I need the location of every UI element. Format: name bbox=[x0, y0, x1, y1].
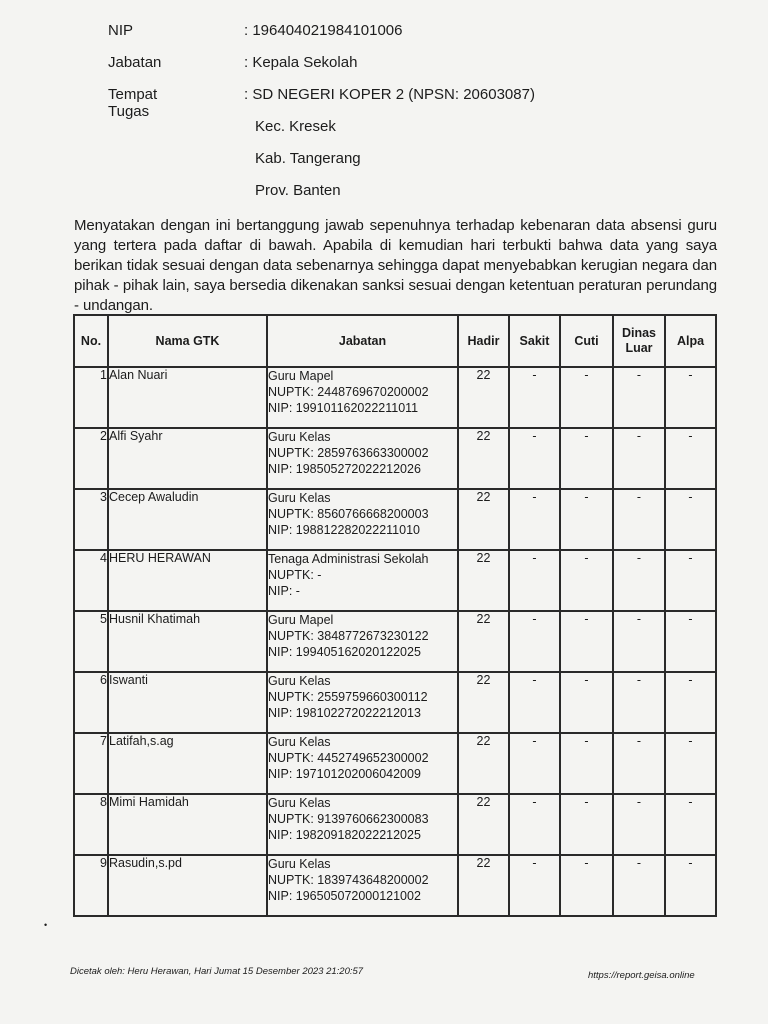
row-number: 7 bbox=[74, 733, 108, 794]
cuti-cell: - bbox=[560, 550, 613, 611]
jabatan-title: Tenaga Administrasi Sekolah bbox=[268, 552, 429, 566]
nuptk-value: NUPTK: 9139760662300083 bbox=[268, 812, 429, 826]
sakit-cell: - bbox=[509, 367, 560, 428]
jabatan-title: Guru Kelas bbox=[268, 491, 331, 505]
printed-by-footer: Dicetak oleh: Heru Herawan, Hari Jumat 15 Desember 2023 21:20:57 bbox=[70, 966, 364, 977]
table-header-row bbox=[74, 315, 716, 367]
header-no: No. bbox=[74, 315, 108, 367]
nuptk-value: NUPTK: 4452749652300002 bbox=[268, 751, 429, 765]
sakit-cell: - bbox=[509, 428, 560, 489]
jabatan-value: : Kepala Sekolah bbox=[244, 54, 358, 71]
nip-value: : 196404021984101006 bbox=[244, 22, 403, 39]
cuti-cell: - bbox=[560, 489, 613, 550]
nuptk-value: NUPTK: 8560766668200003 bbox=[268, 507, 429, 521]
cuti-cell: - bbox=[560, 733, 613, 794]
provinsi: Prov. Banten bbox=[255, 182, 341, 199]
jabatan-title: Guru Kelas bbox=[268, 735, 331, 749]
header-sakit: Sakit bbox=[509, 315, 560, 367]
row-number: 8 bbox=[74, 794, 108, 855]
hadir-cell: 22 bbox=[458, 550, 509, 611]
gtk-name: Iswanti bbox=[108, 672, 267, 733]
tempat-tugas-value: : SD NEGERI KOPER 2 (NPSN: 20603087) bbox=[244, 86, 535, 103]
alpa-cell: - bbox=[665, 489, 716, 550]
tempat-tugas-label: Tempat Tugas bbox=[108, 86, 158, 120]
sakit-cell: - bbox=[509, 794, 560, 855]
header-nama: Nama GTK bbox=[108, 315, 267, 367]
nip-value: NIP: 197101202006042009 bbox=[268, 767, 421, 781]
hadir-cell: 22 bbox=[458, 611, 509, 672]
alpa-cell: - bbox=[665, 672, 716, 733]
row-number: 9 bbox=[74, 855, 108, 916]
table-row bbox=[74, 489, 716, 550]
hadir-cell: 22 bbox=[458, 489, 509, 550]
alpa-cell: - bbox=[665, 611, 716, 672]
kabupaten: Kab. Tangerang bbox=[255, 150, 361, 167]
table-row bbox=[74, 733, 716, 794]
cuti-cell: - bbox=[560, 428, 613, 489]
nip-value: NIP: 198209182022212025 bbox=[268, 828, 421, 842]
row-number: 2 bbox=[74, 428, 108, 489]
row-number: 5 bbox=[74, 611, 108, 672]
jabatan-cell bbox=[267, 733, 458, 794]
statement-paragraph: Menyatakan dengan ini bertanggung jawab sepenuhnya terhadap kebenaran data absensi guru yang tertera pada daftar di bawah. Apabila di kemudian hari terbukti bahwa data yang saya berikan tidak sesuai dengan data sebenarnya sehingga dapat menyebabkan kerugian negara dan pihak - pihak lain, saya bersedia dikenakan sanksi sesuai dengan ketentuan peraturan perundang - undangan. bbox=[74, 217, 717, 314]
table-row bbox=[74, 611, 716, 672]
header-dinas-luar bbox=[613, 315, 665, 367]
dinas-luar-cell: - bbox=[613, 794, 665, 855]
row-number: 6 bbox=[74, 672, 108, 733]
table-row bbox=[74, 794, 716, 855]
jabatan-cell bbox=[267, 794, 458, 855]
nip-value: NIP: 198812282022211010 bbox=[268, 523, 420, 537]
jabatan-title: Guru Kelas bbox=[268, 674, 331, 688]
hadir-cell: 22 bbox=[458, 794, 509, 855]
hadir-cell: 22 bbox=[458, 367, 509, 428]
row-number: 1 bbox=[74, 367, 108, 428]
alpa-cell: - bbox=[665, 367, 716, 428]
nuptk-value: NUPTK: 2859763663300002 bbox=[268, 446, 429, 460]
sakit-cell: - bbox=[509, 672, 560, 733]
alpa-cell: - bbox=[665, 733, 716, 794]
header-jabatan: Jabatan bbox=[267, 315, 458, 367]
header-cuti: Cuti bbox=[560, 315, 613, 367]
hadir-cell: 22 bbox=[458, 428, 509, 489]
sakit-cell: - bbox=[509, 733, 560, 794]
header-hadir: Hadir bbox=[458, 315, 509, 367]
jabatan-title: Guru Kelas bbox=[268, 430, 331, 444]
scan-mark: • bbox=[44, 920, 48, 930]
alpa-cell: - bbox=[665, 550, 716, 611]
nuptk-value: NUPTK: 2559759660300112 bbox=[268, 690, 428, 704]
gtk-name: Husnil Khatimah bbox=[108, 611, 267, 672]
jabatan-title: Guru Mapel bbox=[268, 369, 334, 383]
sakit-cell: - bbox=[509, 611, 560, 672]
gtk-name: Mimi Hamidah bbox=[108, 794, 267, 855]
table-row bbox=[74, 550, 716, 611]
nip-value: NIP: 198102272022212013 bbox=[268, 706, 421, 720]
row-number: 4 bbox=[74, 550, 108, 611]
nip-label: NIP bbox=[108, 22, 134, 39]
hadir-cell: 22 bbox=[458, 672, 509, 733]
kecamatan: Kec. Kresek bbox=[255, 118, 336, 135]
header-alpa: Alpa bbox=[665, 315, 716, 367]
nip-value: NIP: 199405162020122025 bbox=[268, 645, 421, 659]
gtk-name: Rasudin,s.pd bbox=[108, 855, 267, 916]
dinas-luar-cell: - bbox=[613, 855, 665, 916]
jabatan-title: Guru Kelas bbox=[268, 796, 331, 810]
sakit-cell: - bbox=[509, 489, 560, 550]
cuti-cell: - bbox=[560, 672, 613, 733]
dinas-luar-cell: - bbox=[613, 672, 665, 733]
nuptk-value: NUPTK: 2448769670200002 bbox=[268, 385, 429, 399]
jabatan-title: Guru Kelas bbox=[268, 857, 331, 871]
nuptk-value: NUPTK: - bbox=[268, 568, 322, 582]
nip-value: NIP: 199101162022211011 bbox=[268, 401, 419, 415]
gtk-name: Cecep Awaludin bbox=[108, 489, 267, 550]
hadir-cell: 22 bbox=[458, 855, 509, 916]
sakit-cell: - bbox=[509, 855, 560, 916]
table-row bbox=[74, 367, 716, 428]
dinas-luar-cell: - bbox=[613, 733, 665, 794]
jabatan-cell bbox=[267, 428, 458, 489]
dinas-luar-cell: - bbox=[613, 428, 665, 489]
alpa-cell: - bbox=[665, 855, 716, 916]
nip-value: NIP: 198505272022212026 bbox=[268, 462, 421, 476]
cuti-cell: - bbox=[560, 611, 613, 672]
attendance-table bbox=[73, 314, 717, 917]
jabatan-cell bbox=[267, 855, 458, 916]
gtk-name: Latifah,s.ag bbox=[108, 733, 267, 794]
cuti-cell: - bbox=[560, 794, 613, 855]
nuptk-value: NUPTK: 1839743648200002 bbox=[268, 873, 429, 887]
jabatan-cell bbox=[267, 672, 458, 733]
table-row bbox=[74, 672, 716, 733]
jabatan-cell bbox=[267, 367, 458, 428]
table-row bbox=[74, 428, 716, 489]
jabatan-cell bbox=[267, 550, 458, 611]
hadir-cell: 22 bbox=[458, 733, 509, 794]
dinas-luar-cell: - bbox=[613, 550, 665, 611]
cuti-cell: - bbox=[560, 367, 613, 428]
report-url-footer: https://report.geisa.online bbox=[588, 970, 695, 981]
dinas-luar-cell: - bbox=[613, 489, 665, 550]
dinas-luar-cell: - bbox=[613, 367, 665, 428]
table-row bbox=[74, 855, 716, 916]
jabatan-cell bbox=[267, 489, 458, 550]
jabatan-title: Guru Mapel bbox=[268, 613, 334, 627]
jabatan-cell bbox=[267, 611, 458, 672]
cuti-cell: - bbox=[560, 855, 613, 916]
gtk-name: HERU HERAWAN bbox=[108, 550, 267, 611]
gtk-name: Alfi Syahr bbox=[108, 428, 267, 489]
jabatan-label: Jabatan bbox=[108, 54, 162, 71]
alpa-cell: - bbox=[665, 794, 716, 855]
nuptk-value: NUPTK: 3848772673230122 bbox=[268, 629, 429, 643]
header-dinas-line1: Dinas bbox=[621, 326, 657, 340]
row-number: 3 bbox=[74, 489, 108, 550]
alpa-cell: - bbox=[665, 428, 716, 489]
sakit-cell: - bbox=[509, 550, 560, 611]
dinas-luar-cell: - bbox=[613, 611, 665, 672]
nip-value: NIP: 196505072000121002 bbox=[268, 889, 421, 903]
nip-value: NIP: - bbox=[268, 584, 300, 598]
header-dinas-line2: Luar bbox=[625, 341, 653, 355]
gtk-name: Alan Nuari bbox=[108, 367, 267, 428]
